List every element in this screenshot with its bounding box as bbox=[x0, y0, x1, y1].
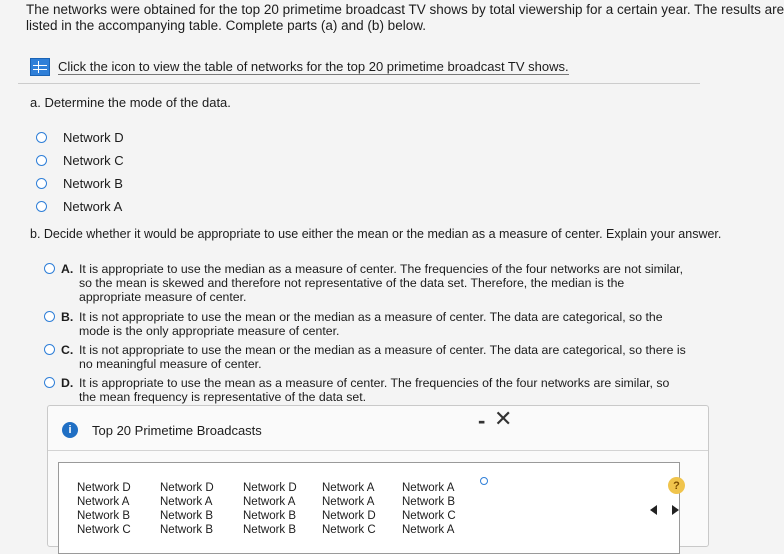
divider bbox=[18, 83, 700, 84]
option-b-b[interactable] bbox=[44, 310, 689, 338]
radio-button[interactable] bbox=[36, 201, 47, 212]
option-letter: A. bbox=[61, 262, 74, 276]
table-cell: Network A bbox=[77, 496, 130, 508]
minimize-button[interactable]: - bbox=[478, 408, 486, 433]
option-letter: B. bbox=[61, 310, 74, 324]
option-text: It is appropriate to use the median as a measure of center. The frequencies of the four networks are not similar, so the mean is skewed and therefore not representative of the data set. Therefore, the median is the appropriate measure of center. bbox=[79, 262, 684, 304]
radio-button[interactable] bbox=[44, 377, 55, 388]
intro-line-1: The networks were obtained for the top 20 primetime broadcast TV shows by total viewership for a certain year. The results are bbox=[26, 2, 784, 17]
table-cell: Network B bbox=[160, 510, 214, 522]
option-label: Network B bbox=[63, 176, 123, 191]
part-a-question: a. Determine the mode of the data. bbox=[30, 95, 231, 110]
table-cell: Network D bbox=[322, 510, 376, 522]
table-cell: Network D bbox=[160, 482, 214, 494]
popup-title: Top 20 Primetime Broadcasts bbox=[92, 422, 262, 438]
table-cell: Network C bbox=[402, 510, 456, 522]
option-letter: D. bbox=[61, 376, 74, 390]
table-cell: Network B bbox=[243, 510, 297, 522]
table-cell: Network A bbox=[160, 496, 213, 508]
popup-header bbox=[62, 422, 262, 438]
table-cell: Network A bbox=[243, 496, 296, 508]
popup-divider bbox=[48, 450, 708, 451]
option-b-d[interactable] bbox=[44, 376, 689, 404]
info-icon: i bbox=[62, 422, 78, 438]
help-icon[interactable]: ? bbox=[668, 477, 685, 494]
network-table bbox=[58, 462, 680, 554]
table-column-4 bbox=[322, 481, 376, 537]
table-cell: Network D bbox=[243, 482, 297, 494]
option-a-network-c[interactable] bbox=[36, 153, 124, 168]
table-column-5 bbox=[402, 481, 456, 537]
close-button[interactable]: ✕ bbox=[494, 406, 513, 431]
table-cell: Network C bbox=[322, 524, 376, 536]
option-text: It is not appropriate to use the mean or the median as a measure of center. The data are categorical, so the mode is the only appropriate measure of center. bbox=[79, 310, 663, 338]
table-cell: Network B bbox=[160, 524, 214, 536]
table-column-3 bbox=[243, 481, 297, 537]
table-cell: Network A bbox=[322, 496, 375, 508]
option-a-network-a[interactable] bbox=[36, 199, 122, 214]
radio-button[interactable] bbox=[44, 344, 55, 355]
option-text: It is appropriate to use the mean as a measure of center. The frequencies of the four networks are similar, so the mean frequency is representative of the data set. bbox=[79, 376, 670, 404]
table-cell: Network A bbox=[322, 482, 375, 494]
table-cell: Network B bbox=[243, 524, 297, 536]
radio-button[interactable] bbox=[44, 263, 55, 274]
table-column-1 bbox=[77, 481, 131, 537]
option-label: Network D bbox=[63, 130, 124, 145]
option-a-network-b[interactable] bbox=[36, 176, 123, 191]
table-cell: Network B bbox=[77, 510, 131, 522]
radio-button[interactable] bbox=[44, 311, 55, 322]
radio-button[interactable] bbox=[36, 132, 47, 143]
table-cell: Network C bbox=[77, 524, 131, 536]
table-icon[interactable] bbox=[30, 58, 50, 76]
radio-button[interactable] bbox=[36, 178, 47, 189]
table-cell: Network D bbox=[77, 482, 131, 494]
table-cell: Network B bbox=[402, 496, 456, 508]
table-cell: Network A bbox=[402, 482, 455, 494]
intro-line-2: listed in the accompanying table. Complete parts (a) and (b) below. bbox=[26, 18, 426, 33]
previous-arrow-icon[interactable] bbox=[650, 505, 657, 515]
option-b-c[interactable] bbox=[44, 343, 689, 371]
option-letter: C. bbox=[61, 343, 74, 357]
data-table-popup bbox=[47, 405, 709, 547]
next-arrow-icon[interactable] bbox=[672, 505, 679, 515]
option-label: Network A bbox=[63, 199, 123, 214]
table-link[interactable] bbox=[30, 58, 569, 76]
copy-icon[interactable] bbox=[480, 477, 488, 485]
table-link-text[interactable]: Click the icon to view the table of networks for the top 20 primetime broadcast TV shows. bbox=[58, 59, 569, 74]
part-b-question: b. Decide whether it would be appropriate to use either the mean or the median as a measure of center. Explain your answer. bbox=[30, 227, 722, 241]
table-cell: Network A bbox=[402, 524, 455, 536]
table-column-2 bbox=[160, 481, 214, 537]
option-text: It is not appropriate to use the mean or the median as a measure of center. The data are categorical, so there is no meaningful measure of center. bbox=[79, 343, 686, 371]
option-label: Network C bbox=[63, 153, 124, 168]
option-a-network-d[interactable] bbox=[36, 130, 124, 145]
radio-button[interactable] bbox=[36, 155, 47, 166]
option-b-a[interactable] bbox=[44, 262, 689, 304]
intro-text bbox=[26, 2, 784, 34]
